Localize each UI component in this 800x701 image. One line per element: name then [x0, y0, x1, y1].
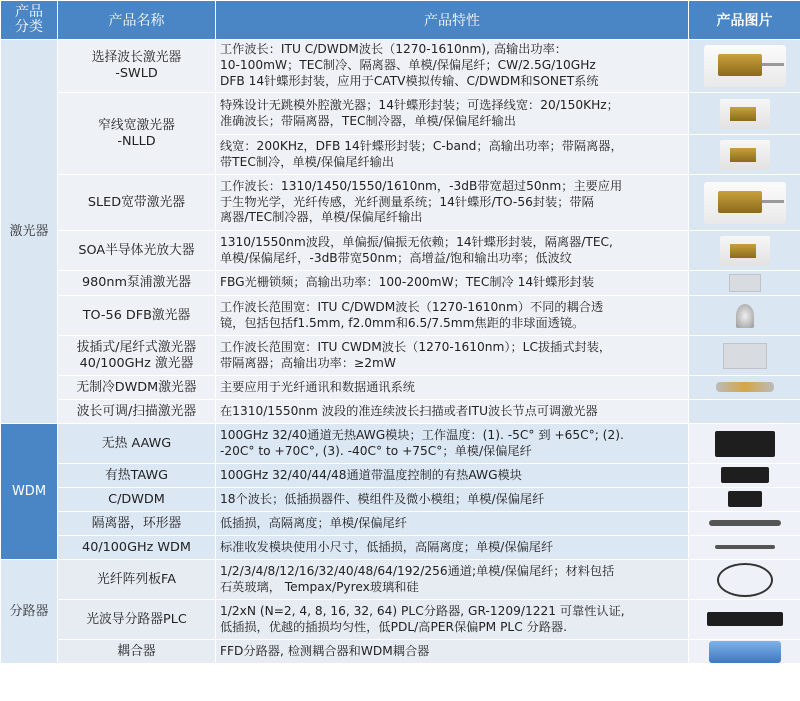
table-row: [1, 40, 800, 93]
header-image: 产品图片: [689, 1, 800, 40]
table-row: [1, 376, 800, 400]
product-image-cell: [689, 640, 800, 664]
product-desc: 标准收发模块使用小尺寸，低插损，高隔离度；单模/保偏尾纤: [216, 536, 689, 560]
product-desc: 1310/1550nm波段，单偏振/偏振无依赖；14针蝶形封装，隔离器/TEC, 单模/保偏尾纤，-3dB带宽50nm；高增益/饱和输出功率；低波纹: [216, 231, 689, 271]
product-name: 有热TAWG: [58, 464, 216, 488]
product-name: 980nm泵浦激光器: [58, 271, 216, 296]
table-row: [1, 600, 800, 640]
pump-laser-image: [729, 274, 761, 292]
table-row: [1, 231, 800, 271]
table-row: [1, 336, 800, 376]
product-desc: 工作波长范围宽：ITU C/DWDM波长（1270-1610nm）不同的耦合透 镜，包括包括f1.5mm, f2.0mm和6.5/7.5mm焦距的非球面透镜。: [216, 296, 689, 336]
product-image-cell: [689, 271, 800, 296]
product-name: SOA半导体光放大器: [58, 231, 216, 271]
product-name: SLED宽带激光器: [58, 175, 216, 231]
product-name: TO-56 DFB激光器: [58, 296, 216, 336]
tawg-module-image: [721, 467, 769, 483]
table-row: [1, 271, 800, 296]
product-image-cell: [689, 296, 800, 336]
product-name: 隔离器，环形器: [58, 512, 216, 536]
wdm-tube-image: [715, 545, 775, 549]
product-desc: 线宽：200KHz，DFB 14针蝶形封装；C-band；高输出功率；带隔离器， 带TEC制冷，单模/保偏尾纤输出: [216, 135, 689, 175]
product-desc: 主要应用于光纤通讯和数据通讯系统: [216, 376, 689, 400]
product-image-cell: [689, 231, 800, 271]
fiber-array-image: [717, 563, 773, 597]
product-name: 40/100GHz WDM: [58, 536, 216, 560]
table-row: [1, 536, 800, 560]
category-splitter: 分路器: [1, 560, 58, 664]
product-image-cell: [689, 336, 800, 376]
butterfly-laser-image: [720, 140, 770, 170]
butterfly-laser-image: [704, 45, 786, 87]
table-row: [1, 640, 800, 664]
header-features: 产品特性: [216, 1, 689, 40]
uncooled-laser-image: [716, 382, 774, 392]
product-desc: 100GHz 32/40/44/48通道带温度控制的有热AWG模块: [216, 464, 689, 488]
product-name: 拔插式/尾纤式激光器 40/100GHz 激光器: [58, 336, 216, 376]
product-desc: FBG光栅锁频；高输出功率：100-200mW；TEC制冷 14针蝶形封装: [216, 271, 689, 296]
product-desc: 特殊设计无跳模外腔激光器；14针蝶形封装；可选择线宽：20/150KHz； 准确波长；带隔离器，TEC制冷器，单模/保偏尾纤输出: [216, 93, 689, 135]
category-laser: 激光器: [1, 40, 58, 424]
product-name: 无热 AAWG: [58, 424, 216, 464]
product-desc: 工作波长：1310/1450/1550/1610nm，-3dB带宽超过50nm；主要应用 于生物光学，光纤传感，光纤测量系统；14针蝶形/TO-56封装；带隔 离器/TEC制冷器，单模/保偏尾纤输出: [216, 175, 689, 231]
product-name: 选择波长激光器 -SWLD: [58, 40, 216, 93]
product-name: 无制冷DWDM激光器: [58, 376, 216, 400]
product-desc: 18个波长；低插损器件、模组件及微小模组；单模/保偏尾纤: [216, 488, 689, 512]
plc-splitter-image: [707, 612, 783, 626]
aawg-module-image: [715, 431, 775, 457]
pluggable-laser-image: [723, 343, 767, 369]
coupler-image: [709, 641, 781, 663]
product-image-cell: [689, 600, 800, 640]
product-image-cell: [689, 512, 800, 536]
product-image-cell: [689, 376, 800, 400]
product-desc: 1/2xN (N=2, 4, 8, 16, 32, 64) PLC分路器, GR-1209/1221 可靠性认证, 低插损，优越的插损均匀性，低PDL/高PER保偏PM PLC 分路器.: [216, 600, 689, 640]
product-desc: 1/2/3/4/8/12/16/32/40/48/64/192/256通道;单模/保偏尾纤；材料包括 石英玻璃， Tempax/Pyrex玻璃和硅: [216, 560, 689, 600]
product-desc: FFD分路器, 检测耦合器和WDM耦合器: [216, 640, 689, 664]
product-name: 光波导分路器PLC: [58, 600, 216, 640]
product-desc: 工作波长范围宽：ITU CWDM波长（1270-1610nm）；LC拔插式封装， 带隔离器；高输出功率：≥2mW: [216, 336, 689, 376]
table-row: [1, 512, 800, 536]
product-desc: 低插损，高隔离度；单模/保偏尾纤: [216, 512, 689, 536]
product-image-cell: [689, 175, 800, 231]
table-header-row: [1, 1, 800, 40]
product-name: C/DWDM: [58, 488, 216, 512]
product-desc: 在1310/1550nm 波段的准连续波长扫描或者ITU波长节点可调激光器: [216, 400, 689, 424]
header-name: 产品名称: [58, 1, 216, 40]
butterfly-laser-image: [720, 99, 770, 129]
product-desc: 100GHz 32/40通道无热AWG模块；工作温度：(1). -5C° 到 +65C°; (2). -20C° to +70C°, (3). -40C° to +75C°；单模/保偏尾纤: [216, 424, 689, 464]
table-row: [1, 175, 800, 231]
product-name: 光纤阵列板FA: [58, 560, 216, 600]
table-row: [1, 560, 800, 600]
table-row: [1, 296, 800, 336]
dwdm-module-image: [728, 491, 762, 507]
product-name: 窄线宽激光器 -NLLD: [58, 93, 216, 175]
product-image-cell: [689, 464, 800, 488]
product-image-cell: [689, 93, 800, 135]
table-row: [1, 400, 800, 424]
product-image-cell: [689, 400, 800, 424]
butterfly-laser-image: [704, 182, 786, 224]
isolator-image: [709, 520, 781, 526]
product-image-cell: [689, 135, 800, 175]
table-row: [1, 464, 800, 488]
product-name: 耦合器: [58, 640, 216, 664]
soa-module-image: [720, 236, 770, 266]
product-desc: 工作波长：ITU C/DWDM波长（1270-1610nm), 高输出功率： 10-100mW；TEC制冷、隔离器、单模/保偏尾纤；CW/2.5G/10GHz DFB 14针蝶形封装，应用于CATV模拟传输、C/DWDM和SONET系统: [216, 40, 689, 93]
category-wdm: WDM: [1, 424, 58, 560]
product-image-cell: [689, 488, 800, 512]
product-image-cell: [689, 560, 800, 600]
to56-can-image: [736, 304, 754, 328]
product-image-cell: [689, 536, 800, 560]
header-category: 产品 分类: [1, 1, 58, 40]
product-image-cell: [689, 40, 800, 93]
table-row: [1, 93, 800, 135]
table-row: [1, 488, 800, 512]
product-name: 波长可调/扫描激光器: [58, 400, 216, 424]
product-image-cell: [689, 424, 800, 464]
table-row: [1, 424, 800, 464]
